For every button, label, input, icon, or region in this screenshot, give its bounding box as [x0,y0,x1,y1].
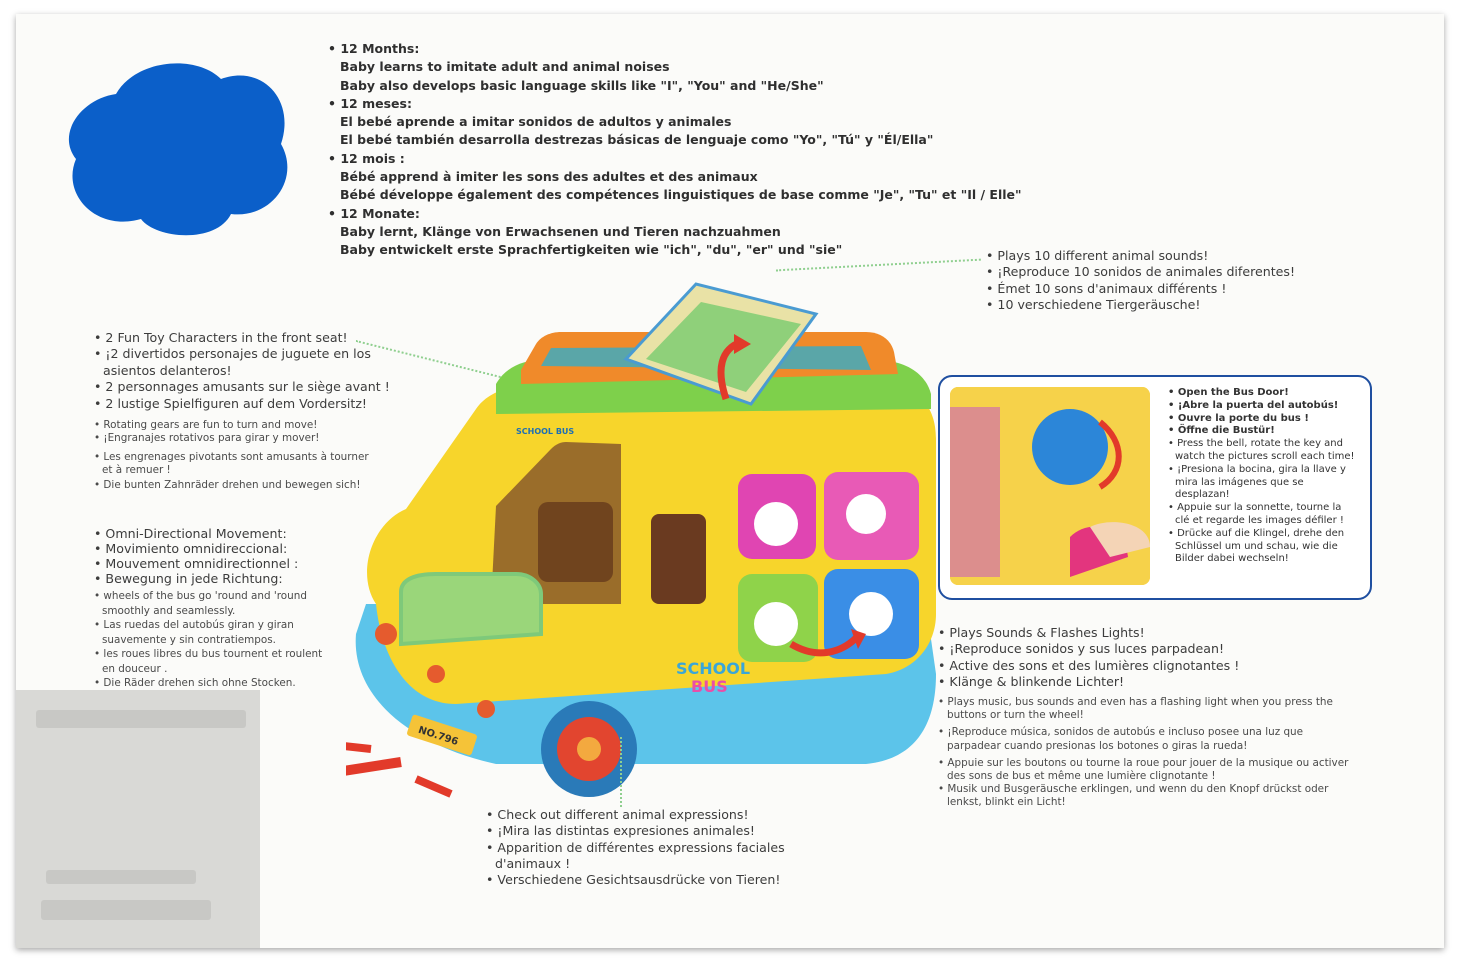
bus-door-es: • ¡Abre la puerta del autobús! [1168,399,1339,411]
es-line-2: El bebé también desarrolla destrezas básicas de lenguaje como "Yo", "Tú" y "Él/Ella" [340,132,934,148]
expressions-fr-1: • Apparition de différentes expressions faciales [486,839,785,855]
movement-detail-fr-1: • les roues libres du bus tournent et roulent [94,648,323,660]
gears-es: • ¡Engranajes rotativos para girar y mover! [94,432,320,444]
age-12-months-block [328,40,1022,260]
music-fr-1: • Appuie sur les boutons ou tourne la roue pour jouer de la musique ou activer [938,756,1349,769]
fr-line-2: Bébé développe également des compétences linguistiques de base comme "Je", "Tu" et "Il / Elle" [340,187,1022,203]
bell-fr-2: clé et regarde les images défiler ! [1175,514,1344,526]
bus-door-inset [938,375,1372,600]
callout-dots-animal [776,259,981,272]
music-de-2: lenkst, blinkt ein Licht! [947,796,1066,809]
gears-block [94,419,369,492]
expressions-es: • ¡Mira las distintas expresiones animales! [486,823,755,839]
expressions-en: • Check out different animal expressions! [486,807,749,822]
gears-fr-2: et à remuer ! [102,464,171,476]
animal-sounds-es: • ¡Reproduce 10 sonidos de animales diferentes! [986,264,1296,280]
characters-es-1: • ¡2 divertidos personajes de juguete en los [94,346,371,362]
bell-es-3: desplazan! [1175,489,1230,501]
license-plate-text: NO.796 [416,724,460,748]
bell-de-2: Schlüssel um und schau, wie die [1175,540,1338,552]
movement-es: • Movimiento omnidireccional: [94,541,288,556]
school-bus-toy-image [346,274,986,814]
characters-fr: • 2 personnages amusants sur le siège avant ! [94,379,390,395]
product-box-panel [16,14,1444,948]
movement-detail-es-2: suavemente y sin contratiempos. [102,633,276,646]
animal-sounds-en: • Plays 10 different animal sounds! [986,248,1209,263]
bell-de-1: • Drücke auf die Klingel, drehe den [1168,527,1345,539]
gears-en: • Rotating gears are fun to turn and move! [94,419,318,431]
fr-line-1: Bébé apprend à imiter les sons des adultes et des animaux [340,169,758,185]
side-logo-school: SCHOOL [676,659,751,678]
de-line-2: Baby entwickelt erste Sprachfertigkeiten wie "ich", "du", "er" und "sie" [340,242,843,258]
bus-door-en: • Open the Bus Door! [1168,387,1289,398]
movement-en: • Omni-Directional Movement: [94,526,287,541]
expressions-block [486,807,785,888]
sounds-lights-fr: • Active des sons et des lumières clignotantes ! [938,657,1240,673]
side-logo-bus: BUS [691,677,728,696]
bell-es-2: mira las imágenes que se [1175,476,1304,488]
fr-heading: • 12 mois : [328,150,405,166]
characters-en: • 2 Fun Toy Characters in the front seat! [94,330,348,345]
movement-detail-en-1: • wheels of the bus go 'round and 'round [94,590,307,602]
sounds-lights-es: • ¡Reproduce sonidos y sus luces parpadean! [938,641,1225,657]
blue-cloud-shape [56,54,296,244]
sounds-lights-en: • Plays Sounds & Flashes Lights! [938,625,1145,640]
de-line-1: Baby lernt, Klänge von Erwachsenen und Tieren nachzuahmen [340,223,781,239]
de-heading: • 12 Monate: [328,205,420,221]
music-es-2: parpadear cuando presionas los botones o giras la rueda! [947,739,1248,752]
inset-photo-illustration [950,387,1150,585]
bell-en-2: watch the pictures scroll each time! [1175,450,1355,462]
music-fr-2: des sons de bus et même une lumière clignotante ! [947,770,1216,783]
bell-de-3: Bilder dabei wechseln! [1175,553,1289,565]
sounds-lights-detail [938,696,1348,810]
sounds-lights-block [938,625,1239,691]
bell-en-1: • Press the bell, rotate the key and [1168,438,1343,450]
bus-door-fr: • Ouvre la porte du bus ! [1168,412,1309,424]
music-en-1: • Plays music, bus sounds and even has a flashing light when you press the [938,696,1333,708]
movement-detail-de: • Die Räder drehen sich ohne Stocken. [94,677,296,689]
music-es-1: • ¡Reproduce música, sonidos de autobús e incluso posee una luz que [938,726,1304,739]
bus-door-text [1168,387,1363,566]
expressions-fr-2: d'animaux ! [495,855,571,871]
en-line-2: Baby also develops basic language skills like "I", "You" and "He/She" [340,77,824,93]
music-de-1: • Musik und Busgeräusche erklingen, und wenn du den Knopf drückst oder [938,783,1329,796]
sounds-lights-de: • Klänge & blinkende Lichter! [938,674,1125,690]
inset-photo-bell-key [950,387,1150,585]
callout-dots-expressions [620,737,622,807]
animal-sounds-de: • 10 verschiedene Tiergeräusche! [986,297,1201,313]
movement-block [94,526,298,586]
music-en-2: buttons or turn the wheel! [947,709,1084,722]
bell-fr-1: • Appuie sur la sonnette, tourne la [1168,502,1342,514]
en-line-1: Baby learns to imitate adult and animal noises [340,59,670,75]
animal-sounds-fr: • Émet 10 sons d'animaux différents ! [986,280,1227,296]
movement-detail-es-1: • Las ruedas del autobús giran y giran [94,619,294,631]
en-heading: • 12 Months: [328,41,420,56]
characters-de: • 2 lustige Spielfiguren auf dem Vordersitz! [94,395,367,411]
animal-sounds-block [986,248,1295,314]
bell-es-1: • ¡Presiona la bocina, gira la llave y [1168,463,1346,475]
gears-de: • Die bunten Zahnräder drehen und bewegen sich! [94,479,361,491]
movement-de: • Bewegung in jede Richtung: [94,571,283,586]
movement-detail-block [94,589,322,691]
gears-fr-1: • Les engrenages pivotants sont amusants à tourner [94,451,369,463]
es-heading: • 12 meses: [328,95,412,111]
movement-fr: • Mouvement omnidirectionnel : [94,556,299,571]
movement-detail-en-2: smoothly and seamlessly. [102,604,236,617]
es-line-1: El bebé aprende a imitar sonidos de adultos y animales [340,114,732,130]
roof-sign-text: SCHOOL BUS [516,427,575,436]
bus-door-de: • Öffne die Bustür! [1168,425,1275,437]
expressions-de: • Verschiedene Gesichtsausdrücke von Tieren! [486,872,781,888]
movement-detail-fr-2: en douceur . [102,662,168,675]
blurred-label-area [16,690,260,948]
characters-es-2: asientos delanteros! [103,362,232,378]
